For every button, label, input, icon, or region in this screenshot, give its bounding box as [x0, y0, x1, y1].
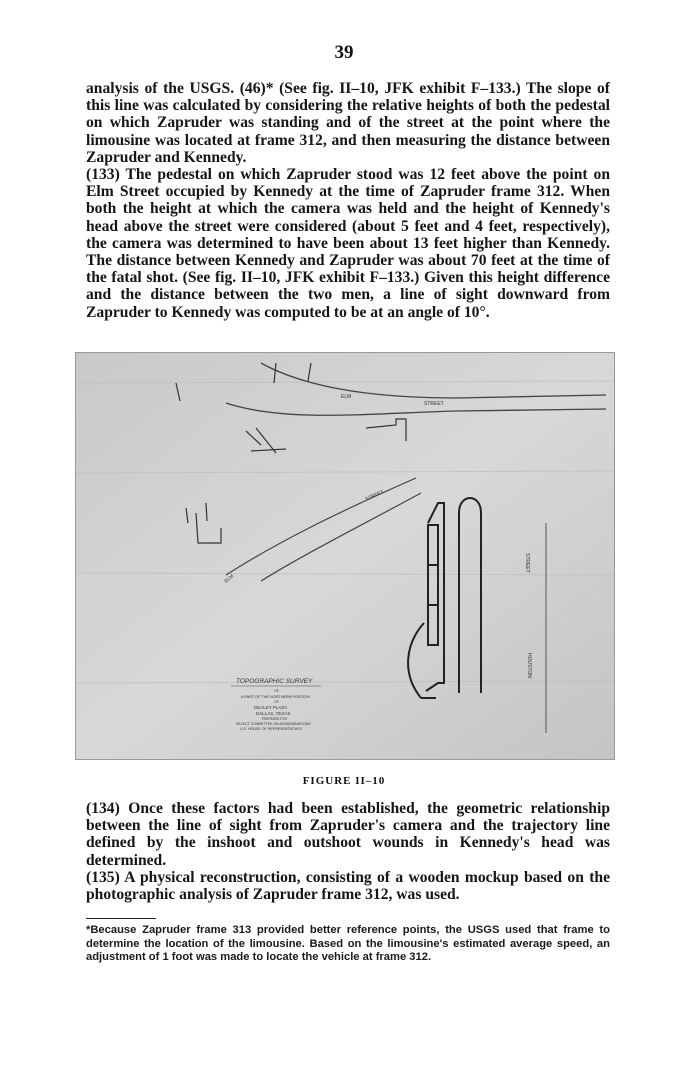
map-subtitle-6: PREPARED FOR [262, 717, 287, 721]
body-text-bottom [86, 800, 610, 903]
figure-caption: FIGURE II–10 [302, 775, 386, 787]
map-subtitle-2: A PART OF THE NORTHERN PORTION [241, 695, 310, 699]
map-label-street-vertical: STREET [524, 553, 530, 573]
map-label-street-diag: STREET [364, 489, 385, 503]
paragraph-continuation: analysis of the USGS. (46)* (See fig. II–10, JFK exhibit F–133.) The slope of this line was calculated by considering the relative heights of both the pedestal on which Zapruder was standing and of the street at the point where the limousine was located at frame 312, and then measuring the distance between Zapruder and Kennedy. [86, 80, 610, 166]
footnote-rule [86, 918, 156, 919]
paragraph-134: (134) Once these factors had been established, the geometric relationship between the line of sight from Zapruder's camera and the trajectory line defined by the inshoot and outshoot wounds in Kennedy's head was determined. [86, 800, 610, 869]
figure-topographic-survey [75, 352, 615, 760]
survey-map [76, 353, 614, 759]
paragraph-135: (135) A physical reconstruction, consisting of a wooden mockup based on the photographic analysis of Zapruder frame 312, was used. [86, 868, 610, 904]
footnote: *Because Zapruder frame 313 provided better reference points, the USGS used that frame to determine the location of the limousine. Based on the limousine's estimated average speed, an adjustment of 1 foot was made to locate the vehicle at frame 312. [86, 924, 610, 964]
map-title: TOPOGRAPHIC SURVEY [236, 678, 313, 685]
map-subtitle-8: U.S. HOUSE OF REPRESENTATIVES [240, 727, 302, 731]
map-subtitle-3: OF [274, 700, 279, 704]
map-label-street: STREET [424, 401, 444, 407]
map-label-elm-small: ELM [223, 573, 236, 585]
map-subtitle-1: OF [274, 689, 279, 693]
map-subtitle-4: DEALEY PLAZA [254, 705, 288, 710]
map-label-elm: ELM [341, 394, 352, 400]
body-text-top [86, 80, 610, 321]
map-label-houston: HOUSTON [526, 653, 532, 678]
map-subtitle-5: DALLAS, TEXAS [256, 711, 291, 716]
paragraph-133: (133) The pedestal on which Zapruder stood was 12 feet above the point on Elm Street occupied by Kennedy at the time of Zapruder frame 312. When both the height at which the camera was held and the height of Kennedy's head above the street were considered (about 5 feet and 4 feet, respectively), the camera was determined to have been about 13 feet higher than Kennedy. The distance between Kennedy and Zapruder was about 70 feet at the time of the fatal shot. (See fig. II–10, JFK exhibit F–133.) Given this height difference and the distance between the two men, a line of sight downward from Zapruder to Kennedy was computed to be at an angle of 10°. [86, 166, 610, 321]
map-subtitle-7: SELECT COMMITTEE ON ASSASSINATIONS [236, 722, 311, 726]
page-number: 39 [334, 42, 354, 63]
